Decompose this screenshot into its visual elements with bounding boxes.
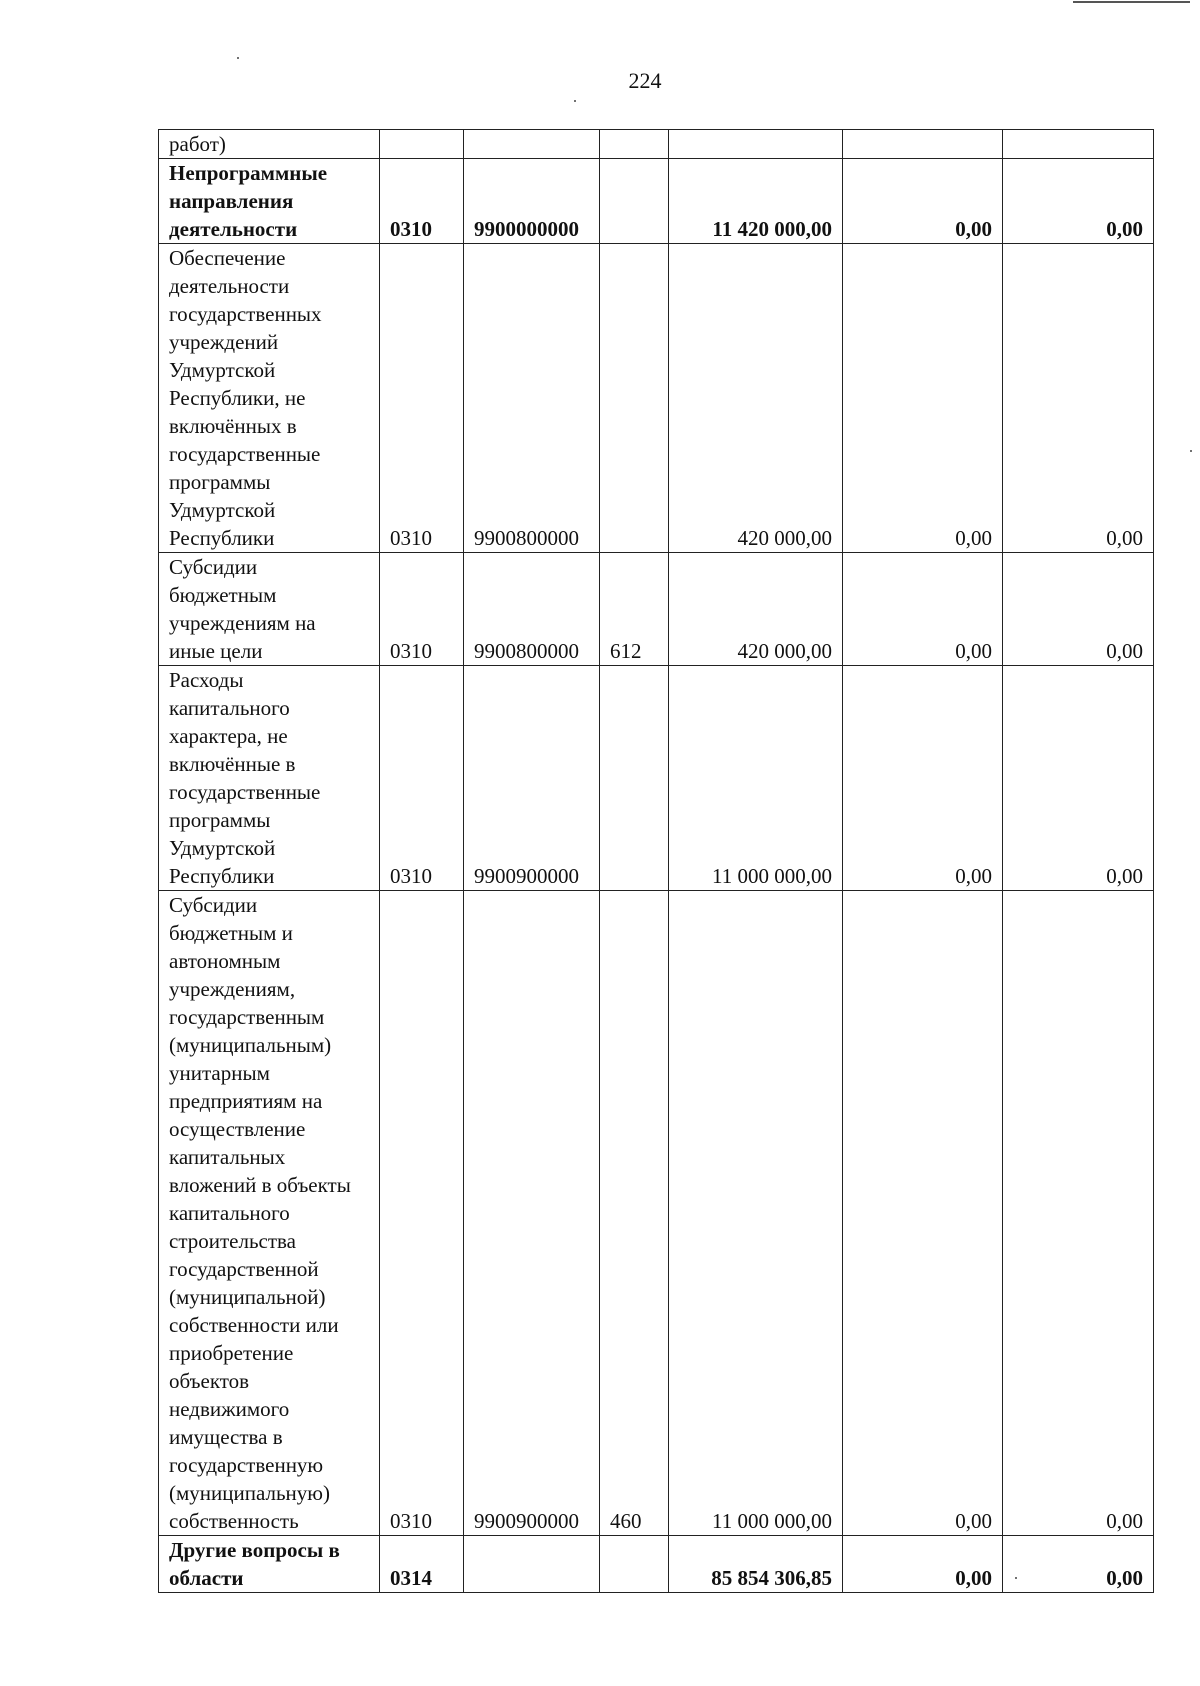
row-name-cell (159, 1536, 380, 1593)
row-name-line: государственные (169, 442, 321, 466)
row-name-cell (159, 891, 380, 1536)
row-name-line: недвижимого (169, 1397, 290, 1421)
table-row (159, 891, 1154, 1536)
amount-1-cell: 420 000,00 (669, 553, 843, 666)
row-name-line: предприятиям на (169, 1089, 323, 1113)
row-name-line: бюджетным и (169, 921, 293, 945)
row-name-line: иные цели (169, 639, 263, 663)
amount-1-cell (669, 130, 843, 159)
row-name-line: Субсидии (169, 893, 258, 917)
section-code-cell: 0310 (380, 159, 464, 244)
row-name-line: программы (169, 470, 271, 494)
row-name-line: направления (169, 189, 294, 213)
target-article-cell: 9900900000 (464, 666, 600, 891)
row-name-line: Субсидии (169, 555, 258, 579)
row-name-line: Республики, не (169, 386, 306, 410)
section-code-cell: 0310 (380, 244, 464, 553)
scan-speck (574, 100, 576, 102)
amount-3-cell: 0,00 (1003, 159, 1154, 244)
row-name-cell (159, 553, 380, 666)
expense-type-cell (600, 130, 669, 159)
row-name-line: учреждениям, (169, 977, 296, 1001)
expense-type-cell (600, 1536, 669, 1593)
scan-edge-line (1073, 1, 1190, 3)
amount-2-cell: 0,00 (843, 1536, 1003, 1593)
row-name-line: собственность (169, 1509, 299, 1533)
amount-1-cell: 85 854 306,85 (669, 1536, 843, 1593)
amount-1-cell: 420 000,00 (669, 244, 843, 553)
amount-2-cell: 0,00 (843, 244, 1003, 553)
table-row (159, 130, 1154, 159)
row-name-line: Непрограммные (169, 161, 328, 185)
row-name-line: области (169, 1566, 244, 1590)
row-name-line: Удмуртской (169, 358, 276, 382)
table-row (159, 666, 1154, 891)
amount-2-cell: 0,00 (843, 159, 1003, 244)
row-name-line: автономным (169, 949, 281, 973)
amount-3-cell: 0,00 (1003, 666, 1154, 891)
row-name-line: программы (169, 808, 271, 832)
amount-2-cell (843, 130, 1003, 159)
table-row (159, 244, 1154, 553)
section-code-cell: 0310 (380, 666, 464, 891)
row-name-line: Республики (169, 864, 275, 888)
target-article-cell: 9900800000 (464, 244, 600, 553)
row-name-line: объектов (169, 1369, 250, 1393)
row-name-line: унитарным (169, 1061, 270, 1085)
section-code-cell: 0314 (380, 1536, 464, 1593)
expense-type-cell (600, 159, 669, 244)
row-name-line: включённых в (169, 414, 297, 438)
row-name-cell (159, 244, 380, 553)
section-code-cell (380, 130, 464, 159)
row-name-line: (муниципальным) (169, 1033, 332, 1057)
row-name-line: Удмуртской (169, 836, 276, 860)
row-name-line: Обеспечение (169, 246, 286, 270)
target-article-cell: 9900900000 (464, 891, 600, 1536)
row-name-line: работ) (169, 132, 226, 156)
amount-3-cell: 0,00 (1003, 244, 1154, 553)
row-name-line: государственных (169, 302, 322, 326)
expense-type-cell: 612 (600, 553, 669, 666)
section-code-cell: 0310 (380, 891, 464, 1536)
row-name-line: (муниципальной) (169, 1285, 326, 1309)
row-name-line: осуществление (169, 1117, 306, 1141)
row-name-line: деятельности (169, 274, 290, 298)
scan-speck (237, 57, 239, 59)
table-row (159, 1536, 1154, 1593)
amount-1-cell: 11 000 000,00 (669, 891, 843, 1536)
row-name-line: деятельности (169, 217, 298, 241)
row-name-line: Республики (169, 526, 275, 550)
row-name-line: капитального (169, 1201, 290, 1225)
row-name-line: строительства (169, 1229, 297, 1253)
amount-2-cell: 0,00 (843, 666, 1003, 891)
amount-3-cell: 0,00 (1003, 1536, 1154, 1593)
row-name-line: вложений в объекты (169, 1173, 351, 1197)
row-name-line: приобретение (169, 1341, 294, 1365)
row-name-line: государственную (169, 1453, 324, 1477)
amount-3-cell: 0,00 (1003, 553, 1154, 666)
amount-1-cell: 11 000 000,00 (669, 666, 843, 891)
row-name-line: государственные (169, 780, 321, 804)
table-row (159, 159, 1154, 244)
expense-type-cell (600, 244, 669, 553)
row-name-line: капитального (169, 696, 290, 720)
row-name-line: учреждениям на (169, 611, 316, 635)
budget-table (158, 129, 1154, 1593)
row-name-line: учреждений (169, 330, 279, 354)
row-name-cell (159, 130, 380, 159)
row-name-line: бюджетным (169, 583, 277, 607)
row-name-line: Другие вопросы в (169, 1538, 340, 1562)
amount-3-cell (1003, 130, 1154, 159)
row-name-cell (159, 666, 380, 891)
row-name-line: включённые в (169, 752, 296, 776)
row-name-line: (муниципальную) (169, 1481, 330, 1505)
expense-type-cell (600, 666, 669, 891)
row-name-line: Расходы (169, 668, 244, 692)
table-row (159, 553, 1154, 666)
target-article-cell: 9900000000 (464, 159, 600, 244)
row-name-line: собственности или (169, 1313, 339, 1337)
row-name-cell (159, 159, 380, 244)
target-article-cell (464, 130, 600, 159)
row-name-line: имущества в (169, 1425, 283, 1449)
scan-speck (1190, 450, 1192, 452)
row-name-line: Удмуртской (169, 498, 276, 522)
table-body (159, 130, 1154, 1593)
amount-2-cell: 0,00 (843, 891, 1003, 1536)
target-article-cell: 9900800000 (464, 553, 600, 666)
row-name-line: капитальных (169, 1145, 286, 1169)
amount-2-cell: 0,00 (843, 553, 1003, 666)
page-number: 224 (628, 68, 662, 93)
expense-type-cell: 460 (600, 891, 669, 1536)
target-article-cell (464, 1536, 600, 1593)
row-name-line: государственной (169, 1257, 319, 1281)
amount-3-cell: 0,00 (1003, 891, 1154, 1536)
section-code-cell: 0310 (380, 553, 464, 666)
row-name-line: государственным (169, 1005, 325, 1029)
amount-1-cell: 11 420 000,00 (669, 159, 843, 244)
row-name-line: характера, не (169, 724, 288, 748)
